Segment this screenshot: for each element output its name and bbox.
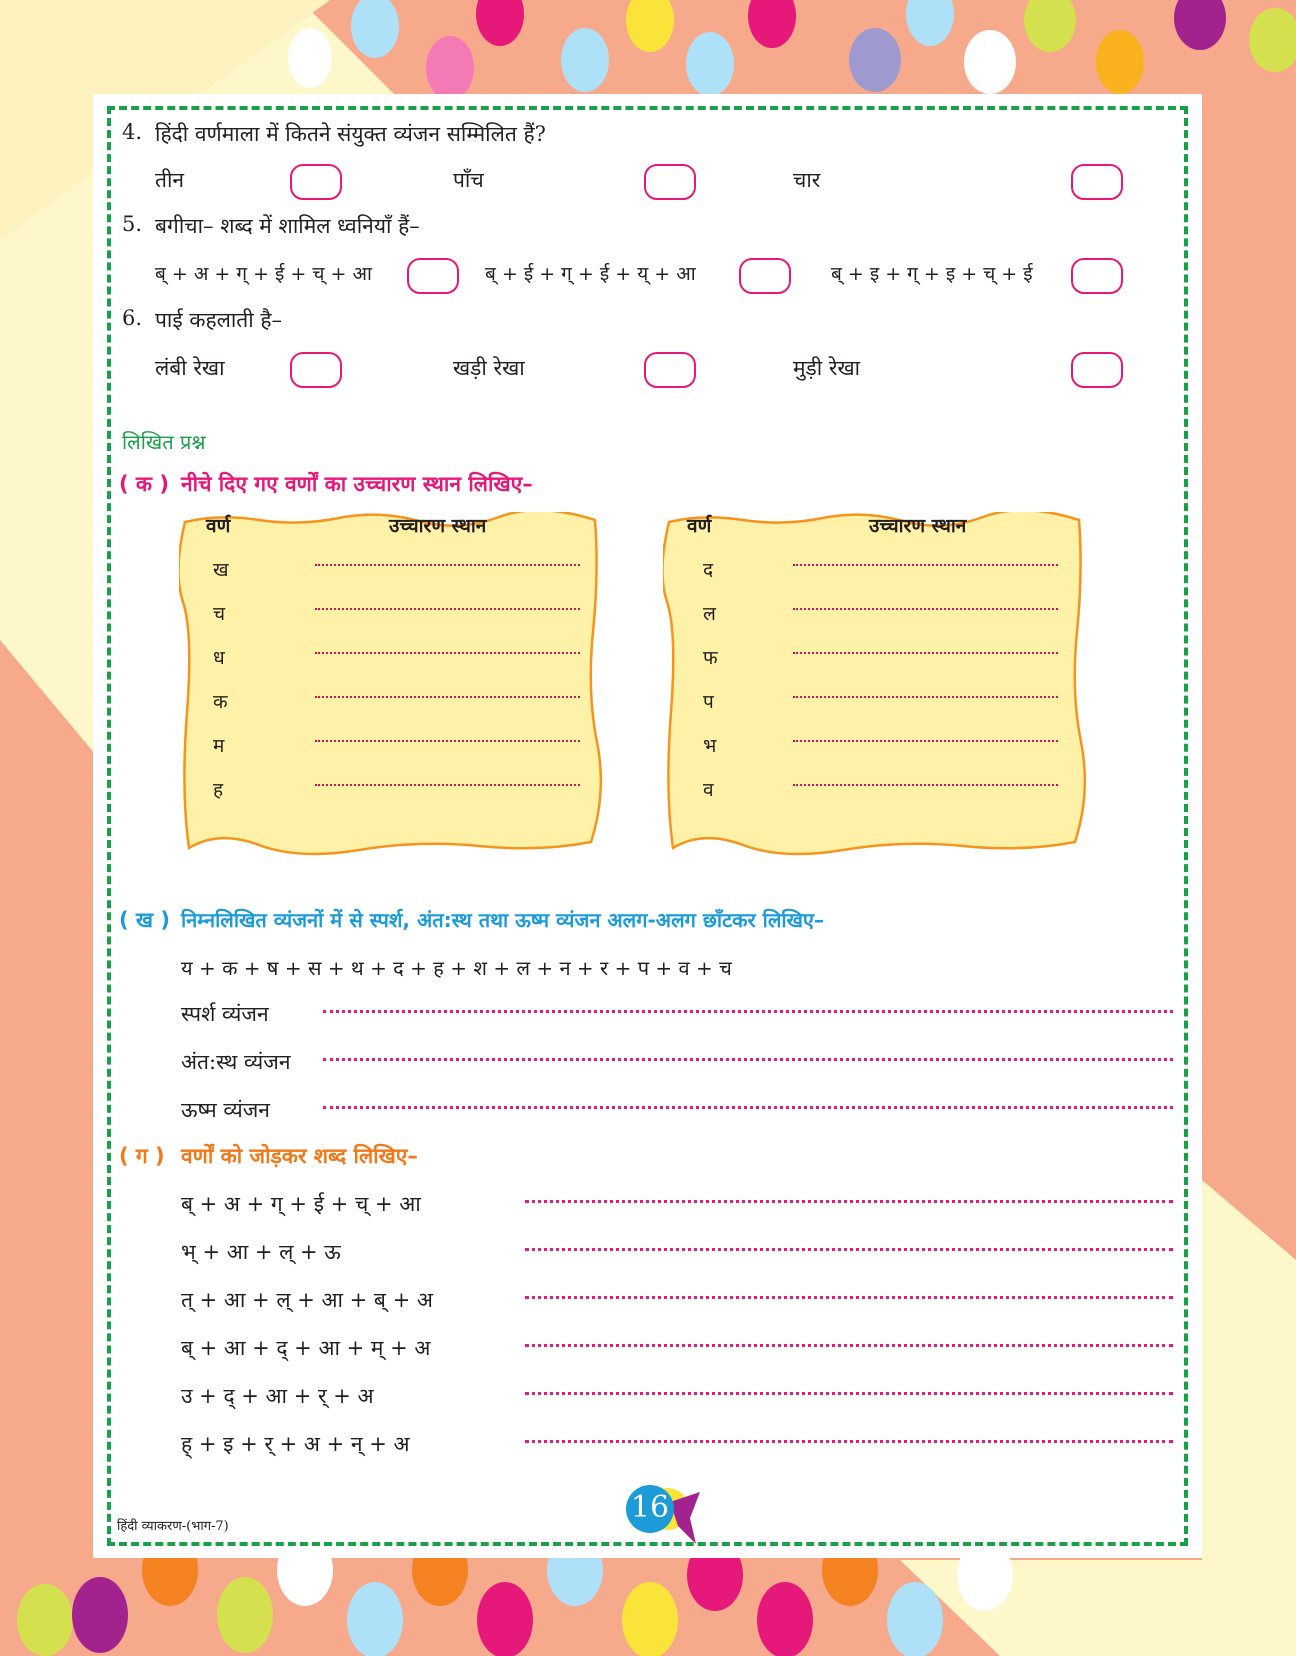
question-4-option-3: चार [793, 168, 821, 192]
question-4-option-1: तीन [155, 168, 185, 192]
answer-box-q4-opt1[interactable] [290, 164, 342, 200]
question-4-text: हिंदी वर्णमाला में कितने संयुक्त व्यंजन सम्मिलित हैं? [155, 122, 546, 146]
right-panel-letter: प [703, 691, 714, 713]
section-kha-instruction: निम्नलिखित व्यंजनों में से स्पर्श, अंत:स्थ तथा ऊष्म व्यंजन अलग-अलग छाँटकर लिखिए– [181, 908, 824, 932]
answer-box-q6-opt2[interactable] [644, 352, 696, 388]
right-panel-letter: द [703, 559, 714, 581]
left-panel-answer-line[interactable] [315, 740, 580, 742]
answer-box-q5-opt2[interactable] [739, 258, 791, 294]
left-panel-letter: ख [213, 559, 229, 581]
left-panel-header-sthan: उच्चारण स्थान [389, 515, 487, 537]
question-5-text: बगीचा– शब्द में शामिल ध्वनियाँ हैं– [155, 214, 420, 238]
question-6-number: 6. [122, 306, 143, 330]
right-panel-answer-line[interactable] [793, 696, 1058, 698]
worksheet-page [93, 94, 1202, 1558]
join-row-5: उ + द् + आ + र् + अ [181, 1384, 374, 1408]
question-4-number: 4. [122, 120, 143, 144]
answer-box-q4-opt3[interactable] [1071, 164, 1123, 200]
written-questions-heading: लिखित प्रश्न [122, 430, 206, 454]
answer-box-q6-opt1[interactable] [290, 352, 342, 388]
page-number: 16 [630, 1490, 670, 1525]
question-6-option-3: मुड़ी रेखा [793, 356, 861, 380]
left-panel-answer-line[interactable] [315, 652, 580, 654]
question-5-option-3: ब् + इ + ग् + इ + च् + ई [831, 263, 1033, 285]
join-row-6: ह् + इ + र् + अ + न् + अ [181, 1432, 410, 1456]
question-5-option-2: ब् + ई + ग् + ई + य् + आ [485, 263, 696, 285]
question-6-text: पाई कहलाती है– [155, 308, 283, 332]
join-row-3: त् + आ + ल् + आ + ब् + अ [181, 1288, 433, 1312]
right-panel-letter: व [703, 779, 714, 801]
left-panel-letter: म [213, 735, 225, 757]
antahstha-label: अंत:स्थ व्यंजन [181, 1050, 291, 1074]
section-ga-label: ( ग ) [119, 1144, 165, 1168]
left-panel-letter: च [213, 603, 226, 625]
right-panel-header-sthan: उच्चारण स्थान [869, 515, 967, 537]
right-panel-answer-line[interactable] [793, 784, 1058, 786]
join-row-2-answer-line[interactable] [525, 1248, 1173, 1251]
right-panel-letter: ल [703, 603, 716, 625]
right-panel-header-varn: वर्ण [687, 515, 712, 537]
answer-box-q5-opt3[interactable] [1071, 258, 1123, 294]
question-5-number: 5. [122, 212, 143, 236]
book-title-footer: हिंदी व्याकरण-(भाग-7) [117, 1519, 229, 1534]
join-row-6-answer-line[interactable] [525, 1440, 1173, 1443]
right-panel-answer-line[interactable] [793, 740, 1058, 742]
left-panel-answer-line[interactable] [315, 784, 580, 786]
question-4-option-2: पाँच [453, 168, 484, 192]
section-kha-letters: य + क + ष + स + थ + द + ह + श + ल + न + र + प + व + च [181, 956, 732, 980]
ushm-label: ऊष्म व्यंजन [181, 1098, 270, 1122]
section-ka-label: ( क ) [119, 472, 169, 496]
right-panel-letter: भ [703, 735, 717, 757]
ushm-answer-line[interactable] [323, 1106, 1173, 1109]
left-panel-letter: ध [213, 647, 225, 669]
left-panel-answer-line[interactable] [315, 564, 580, 566]
right-panel-letter: फ [703, 647, 718, 669]
right-panel-answer-line[interactable] [793, 652, 1058, 654]
join-row-2: भ् + आ + ल् + ऊ [181, 1240, 341, 1264]
question-6-option-1: लंबी रेखा [155, 356, 225, 380]
left-panel-answer-line[interactable] [315, 608, 580, 610]
left-panel-letter: ह [213, 779, 224, 801]
join-row-5-answer-line[interactable] [525, 1392, 1173, 1395]
join-row-1: ब् + अ + ग् + ई + च् + आ [181, 1192, 421, 1216]
section-kha-label: ( ख ) [119, 908, 170, 932]
right-panel-answer-line[interactable] [793, 564, 1058, 566]
section-ka-instruction: नीचे दिए गए वर्णों का उच्चारण स्थान लिखिए– [181, 472, 533, 496]
antahstha-answer-line[interactable] [323, 1058, 1173, 1061]
question-5-option-1: ब् + अ + ग् + ई + च् + आ [155, 263, 372, 285]
question-6-option-2: खड़ी रेखा [453, 356, 525, 380]
join-row-1-answer-line[interactable] [525, 1200, 1173, 1203]
left-panel-answer-line[interactable] [315, 696, 580, 698]
join-row-4-answer-line[interactable] [525, 1344, 1173, 1347]
section-ga-instruction: वर्णों को जोड़कर शब्द लिखिए– [181, 1144, 418, 1168]
left-panel-header-varn: वर्ण [206, 515, 231, 537]
join-row-3-answer-line[interactable] [525, 1296, 1173, 1299]
answer-box-q5-opt1[interactable] [407, 258, 459, 294]
right-panel-answer-line[interactable] [793, 608, 1058, 610]
sparsh-label: स्पर्श व्यंजन [181, 1002, 269, 1026]
answer-box-q6-opt3[interactable] [1071, 352, 1123, 388]
left-panel-letter: क [213, 691, 228, 713]
join-row-4: ब् + आ + द् + आ + म् + अ [181, 1336, 431, 1360]
sparsh-answer-line[interactable] [323, 1010, 1173, 1013]
answer-box-q4-opt2[interactable] [644, 164, 696, 200]
